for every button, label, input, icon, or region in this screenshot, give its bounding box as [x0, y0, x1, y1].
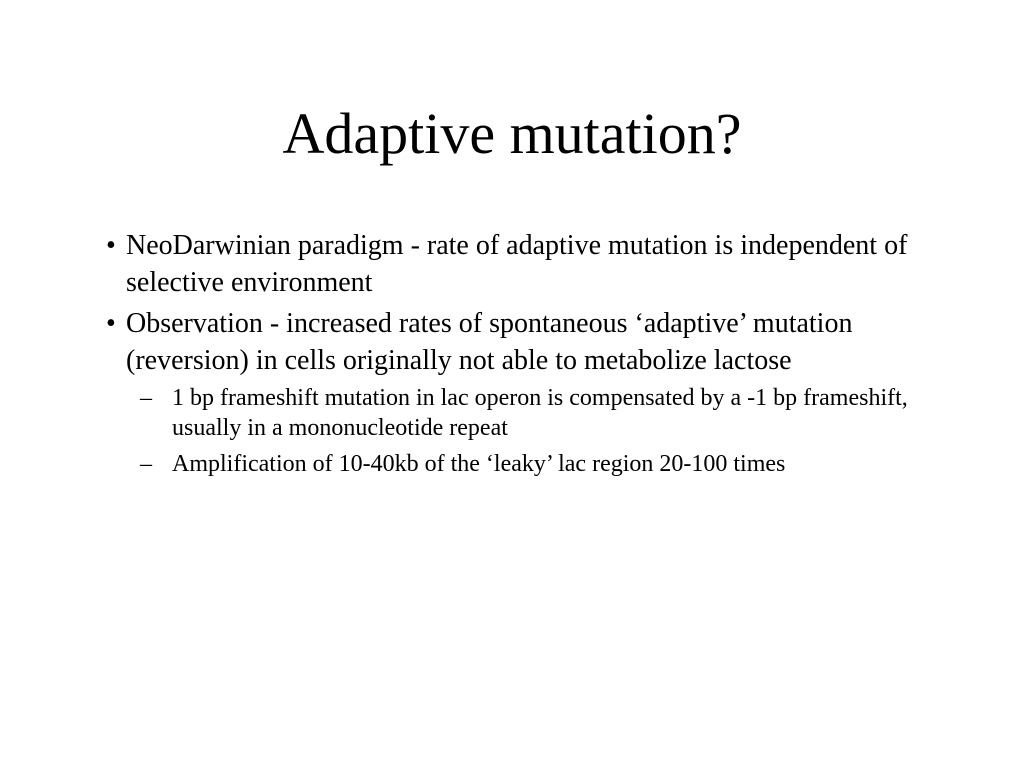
sub-bullet-item: [126, 449, 936, 479]
bullet-marker: •: [106, 308, 116, 339]
bullet-item: [86, 305, 936, 479]
sub-bullet-list: [126, 383, 936, 479]
sub-bullet-text: 1 bp frameshift mutation in lac operon is compensated by a -1 bp frameshift, usually in a mononucleotide repeat: [172, 385, 908, 441]
slide-title: Adaptive mutation?: [282, 101, 742, 166]
sub-bullet-marker: –: [140, 385, 152, 411]
sub-bullet-text: Amplification of 10-40kb of the ‘leaky’ lac region 20-100 times: [172, 451, 786, 477]
sub-bullet-marker: –: [140, 451, 152, 477]
bullet-marker: •: [106, 230, 116, 261]
bullet-text: Observation - increased rates of spontaneous ‘adaptive’ mutation (reversion) in cells originally not able to metabolize lactose: [126, 308, 853, 376]
bullet-item: [86, 227, 936, 301]
bullet-text: NeoDarwinian paradigm - rate of adaptive mutation is independent of selective environment: [126, 230, 908, 298]
sub-bullet-item: [126, 383, 936, 443]
bullet-list: [86, 227, 936, 485]
